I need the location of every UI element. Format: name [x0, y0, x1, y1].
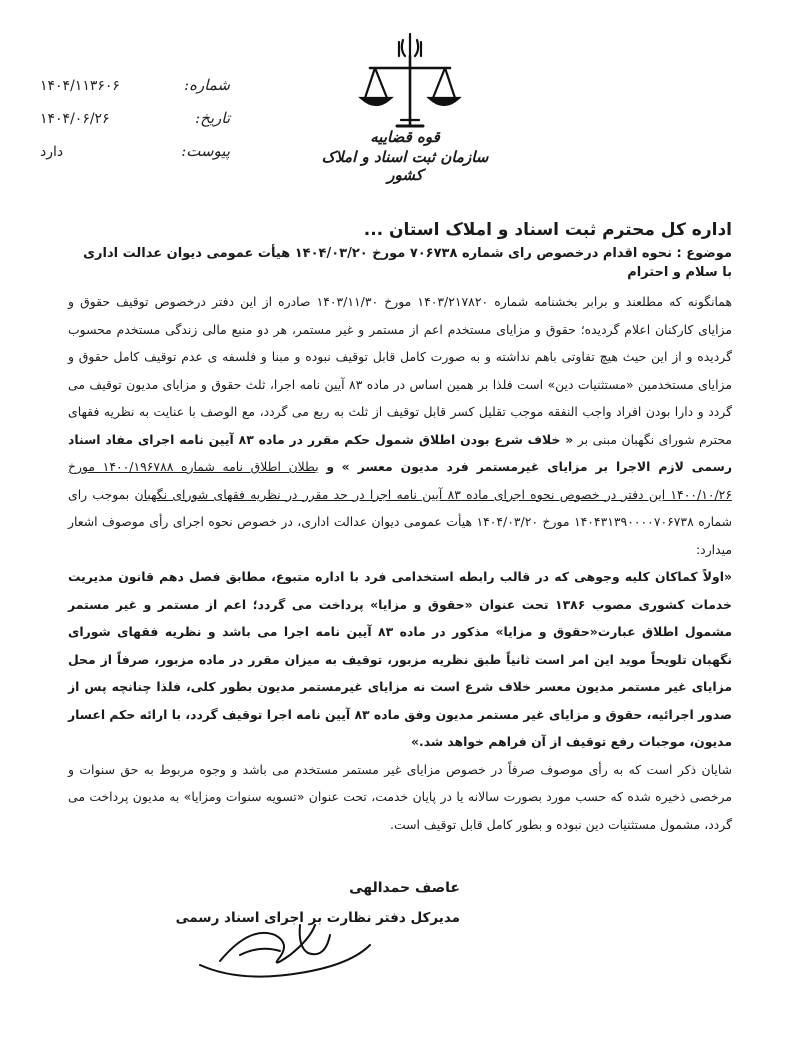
attachment-label: پیوست: [181, 142, 230, 160]
date-row [40, 109, 230, 142]
handwritten-signature-icon [180, 895, 410, 985]
number-label: شماره: [184, 76, 230, 94]
paragraph-3: شایان ذکر است که به رأی موصوف صرفاً در خصوص مزایای غیر مستمر مستخدم می باشد و وجوه مربوط به حق سنوات و مرخصی ذخیره شده که حسب مورد بصورت سالانه یا در پایان خدمت، تحت عنوان «تسویه سنوات ومزایا» به مدیون پرداخت می گردد، مشمول مستثنیات دین نبوده و بطور کامل قابل توقیف است. [68, 761, 732, 832]
letter-meta [40, 76, 230, 175]
attachment-value: دارد [40, 144, 64, 160]
signer-title: مدیرکل دفتر نظارت بر اجرای اسناد رسمی [175, 910, 460, 926]
subject-line: موضوع : نحوه اقدام درخصوص رای شماره ۷۰۶۷۳۸ مورخ ۱۴۰۴/۰۳/۲۰ هیأت عمومی دیوان عدالت اداری [83, 246, 732, 261]
paragraph-1-annulment: بطلان اطلاق نامه شماره ۱۴۰۰/۱۹۶۷۸۸ مورخ ۱۴۰۰/۱۰/۲۶ این دفتر در خصوص نحوه اجرای ماده ۸۳ آیین نامه اجرا در حد مقرر در نظریه فقهای شورای نگهبان [68, 459, 732, 502]
number-row [40, 76, 230, 109]
number-value: ۱۴۰۴/۱۱۳۶۰۶ [40, 78, 120, 94]
date-label: تاریخ: [195, 109, 230, 127]
paragraph-1-ruling-quote: « خلاف شرع بودن اطلاق شمول حکم مقرر در ماده ۸۳ آیین نامه اجرای مفاد اسناد رسمی لازم الاجرا بر مزایای غیرمستمر فرد مدیون معسر » [68, 431, 732, 474]
organization-name [320, 128, 490, 184]
greeting: با سلام و احترام [627, 265, 732, 280]
paragraph-1-conclusion: بموجب رای شماره ۱۴۰۴۳۱۳۹۰۰۰۰۷۰۶۷۳۸ مورخ ۱۴۰۴/۰۳/۲۰ هیأت عمومی دیوان عدالت اداری، در خصوص نحوه اجرای رأی موصوف اشعار میدارد: [68, 486, 732, 557]
ruling-quote-paragraph: «اولاً کماکان کلیه وجوهی که در قالب رابطه استخدامی فرد با اداره متبوع، مطابق فصل دهم قانون مدیریت خدمات کشوری مصوب ۱۳۸۶ تحت عنوان «حقوق و مزایا» پرداخت می گردد؛ اعم از مستمر و غیر مستمر مشمول اطلاق عبارت«حقوق و مزایا» مذکور در ماده ۸۳ آیین نامه اجرا می باشد و نظریه فقهای شورای نگهبان تلویحاً موید این امر است ثانیاً طبق نظریه مزبور، توقیف به میزان مقرر در ماده مزبور، صرفاً از محل مزایای غیر مستمر مدیون معسر خلاف شرع است نه مزایای غیرمستمر مدیون بطور کلی، فلذا چنانچه پس از صدور اجرائیه، حقوق و مزایای غیر مستمر مدیون وفق ماده ۸۳ آیین نامه اجرا توقیف گردد، با ارائه حکم اعسار مدیون، موجبات رفع توقیف از آن فراهم خواهد شد.» [68, 569, 732, 749]
paragraph-1-conjunction: و [326, 459, 335, 474]
signer-name: عاصف حمدالهی [349, 880, 460, 896]
org-registry: سازمان ثبت اسناد و املاک کشور [321, 148, 489, 184]
paragraph-1-intro: همانگونه که مطلعند و برابر بخشنامه شماره ۱۴۰۳/۲۱۷۸۲۰ مورخ ۱۴۰۳/۱۱/۳۰ صادره از این دفتر درخصوص توقیف حقوق و مزایای کارکنان اعلام گردیده؛ حقوق و مزایای مستخدم اعم از مستمر و غیر مستمر، هر دو منبع مالی زندگی مستخدم محسوب گردیده و از این حیث هیچ تفاوتی باهم نداشته و به صورت کامل قابل توقیف نبوده و مبنا و فلسفه ی عدم توقیف کامل حقوق و مزایای مستخدمین «مستثنیات دین» است فلذا بر همین اساس در ماده ۸۳ آیین نامه اجرا، ثلث حقوق و مزایای مدیون توقیف می گردد و دارا بودن افراد واجب النفقه موجب تقلیل کسر قابل توقیف از ثلث به ربع می گردد، مع الوصف با عنایت به نظریه فقهای محترم شورای نگهبان مبنی بر [68, 294, 732, 447]
letter-body [68, 220, 732, 838]
paragraph-1 [68, 288, 732, 563]
date-value: ۱۴۰۴/۰۶/۲۶ [40, 111, 110, 127]
org-judiciary: قوه قضاییه [370, 128, 440, 146]
addressee: اداره کل محترم ثبت اسناد و املاک استان ... [363, 220, 732, 240]
judiciary-scales-emblem-icon [355, 28, 465, 138]
attachment-row [40, 142, 230, 175]
